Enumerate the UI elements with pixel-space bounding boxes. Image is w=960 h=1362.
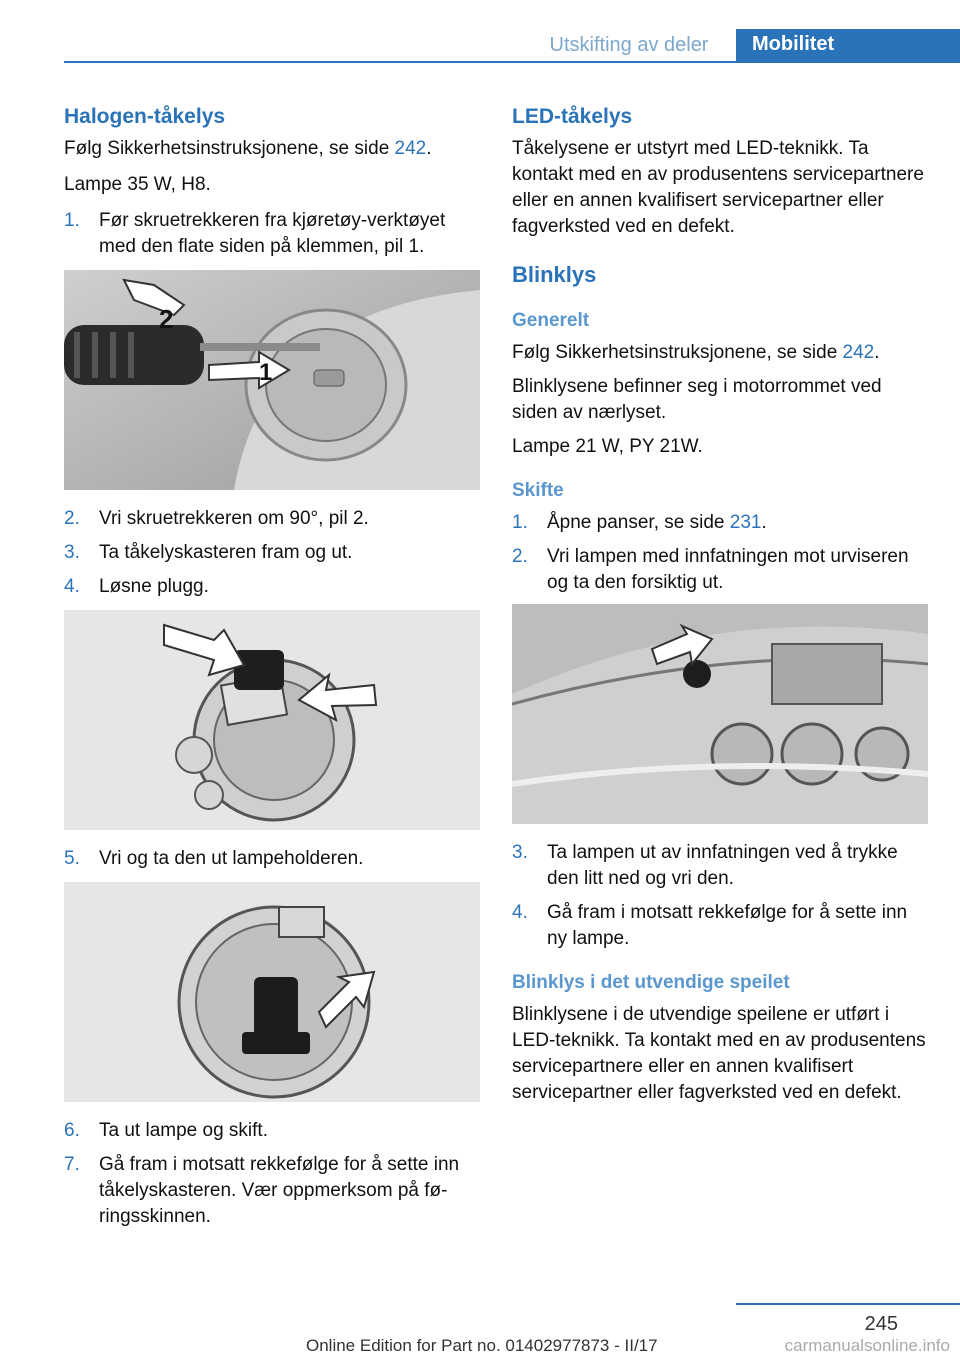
change-steps-a bbox=[512, 510, 928, 596]
footer-rule bbox=[736, 1303, 960, 1305]
step-item: 5. Vri og ta den ut lampeholderen. bbox=[64, 848, 364, 869]
steps-list-a bbox=[64, 208, 480, 260]
led-description: Tåkelysene er utstyrt med LED-teknikk. Ta kontakt med en av produsentens servicepartnere eller en annen kvalifisert servicepartner eller fagverksted ved en defekt. bbox=[512, 138, 924, 237]
step-item: 1. Før skruetrekkeren fra kjøretøy-verktøyet med den flate siden på klemmen, pil 1. bbox=[64, 210, 446, 257]
page-link-242-right[interactable]: 242 bbox=[842, 342, 875, 363]
steps-list-c bbox=[64, 846, 480, 872]
page-number: 245 bbox=[864, 1313, 898, 1335]
step-item: 7. Gå fram i motsatt rekkefølge for å sette inn tåkelyskasteren. Vær oppmerksom på føringsskinnen. bbox=[64, 1154, 460, 1227]
section-title-led: LED-tåkelys bbox=[512, 105, 633, 128]
steps-list-d bbox=[64, 1118, 480, 1230]
right-column bbox=[512, 100, 928, 1106]
chapter-tab[interactable]: Mobilitet bbox=[736, 29, 960, 62]
step-item: 3. Ta tåkelyskasteren fram og ut. bbox=[64, 542, 353, 563]
header-rule bbox=[64, 61, 960, 63]
running-header-section: Utskifting av deler bbox=[549, 34, 709, 56]
safety-instruction: Følg Sikkerhetsinstruksjonene, se side 242. bbox=[64, 138, 432, 159]
blinker-lamp-spec: Lampe 21 W, PY 21W. bbox=[512, 436, 703, 457]
figure-lampholder bbox=[64, 882, 480, 1102]
mirror-description: Blinklysene i de utvendige speilene er utført i LED-teknikk. Ta kontakt med en av produsentens servicepartnere eller en annen kvalifisert servicepartner eller fagverksted ved en defekt. bbox=[512, 1004, 926, 1103]
step-item: 4. Løsne plugg. bbox=[64, 576, 209, 597]
arrow-label-1: 1 bbox=[259, 359, 273, 386]
subsection-title-generelt: Generelt bbox=[512, 310, 590, 331]
safety-instruction-right: Følg Sikkerhetsinstruksjonene, se side 242. bbox=[512, 342, 880, 363]
subsection-title-mirror: Blinklys i det utvendige speilet bbox=[512, 972, 790, 993]
blinker-location: Blinklysene befinner seg i motorrommet ved siden av nærlyset. bbox=[512, 376, 882, 423]
figure-engine-bay bbox=[512, 604, 928, 824]
subsection-title-skifte: Skifte bbox=[512, 480, 564, 501]
change-steps-b bbox=[512, 840, 928, 952]
figure-screwdriver-clip bbox=[64, 270, 480, 490]
step-item: 4. Gå fram i motsatt rekkefølge for å sette inn ny lampe. bbox=[512, 902, 908, 949]
step-item: 6. Ta ut lampe og skift. bbox=[64, 1120, 268, 1141]
step-item: 2. Vri lampen med innfatningen mot urviseren og ta den forsiktig ut. bbox=[512, 546, 909, 593]
step-item: 1. Åpne panser, se side 231. bbox=[512, 512, 767, 533]
steps-list-b bbox=[64, 506, 480, 600]
left-column bbox=[64, 100, 480, 1238]
arrow-label-2: 2 bbox=[159, 304, 174, 334]
step-item: 2. Vri skruetrekkeren om 90°, pil 2. bbox=[64, 508, 369, 529]
page-link-242[interactable]: 242 bbox=[394, 138, 427, 159]
section-title-blinklys: Blinklys bbox=[512, 262, 597, 287]
edition-note: Online Edition for Part no. 01402977873 - II/17 bbox=[306, 1336, 658, 1355]
figure-unplug bbox=[64, 610, 480, 830]
page-link-231[interactable]: 231 bbox=[729, 512, 762, 533]
watermark: carmanualsonline.info bbox=[784, 1336, 950, 1355]
lamp-spec: Lampe 35 W, H8. bbox=[64, 174, 211, 195]
step-item: 3. Ta lampen ut av innfatningen ved å trykke den litt ned og vri den. bbox=[512, 842, 898, 889]
section-title-halogen: Halogen-tåkelys bbox=[64, 105, 226, 128]
